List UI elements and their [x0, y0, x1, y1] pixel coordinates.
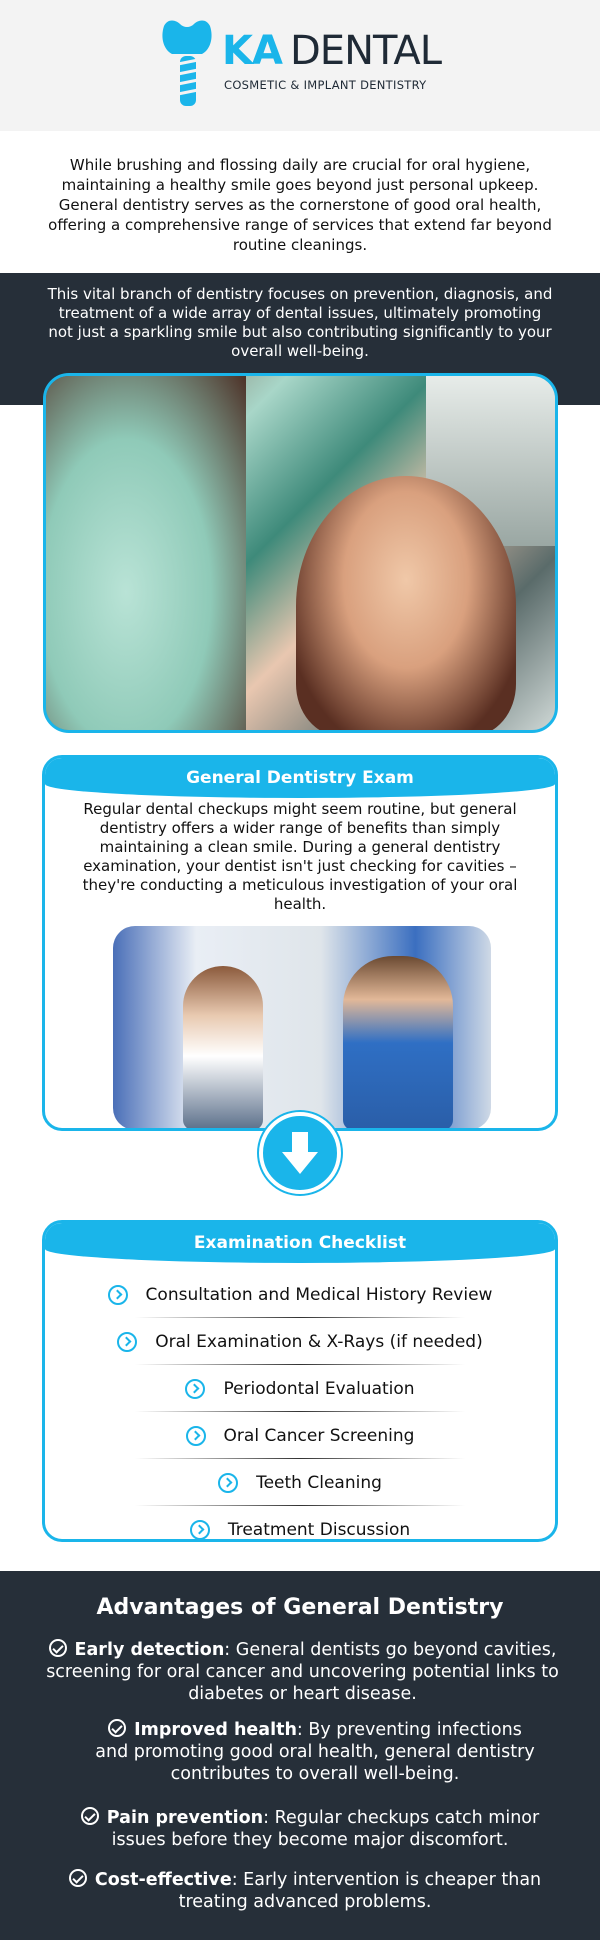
- exam-consultation-photo: [113, 926, 491, 1130]
- exam-card-text: Regular dental checkups might seem routine, but general dentistry offers a wider range of benefits than simply maintaining a clean smile. During a general dentistry examination, your dentist isn't just checking for cavities – they're conducting a meticulous investigation of your oral health.: [82, 800, 518, 913]
- exam-card-title: General Dentistry Exam: [45, 758, 555, 798]
- checklist-item-label: Oral Examination & X-Rays (if needed): [155, 1331, 483, 1352]
- chevron-right-icon: [190, 1520, 210, 1540]
- advantage-term: Pain prevention: [106, 1808, 264, 1828]
- advantage-item: [60, 1869, 550, 1913]
- checklist-item-label: Oral Cancer Screening: [223, 1425, 415, 1446]
- advantage-item: [30, 1639, 575, 1705]
- check-circle-icon: [108, 1719, 126, 1737]
- chevron-right-icon: [186, 1426, 206, 1446]
- checklist-title: Examination Checklist: [45, 1223, 555, 1263]
- down-arrow-icon: [259, 1112, 341, 1194]
- check-circle-icon: [69, 1869, 87, 1887]
- photo-dentist-figure: [343, 956, 453, 1130]
- chevron-right-icon: [117, 1332, 137, 1352]
- advantages-title: Advantages of General Dentistry: [96, 1595, 504, 1620]
- checklist-card: [42, 1220, 558, 1542]
- advantage-term: Cost-effective: [94, 1870, 232, 1890]
- advantage-term: Improved health: [134, 1720, 297, 1740]
- brand-name-dental: DENTAL: [290, 28, 441, 74]
- exam-card: [42, 755, 558, 1131]
- dentist-patient-photo: [43, 373, 558, 733]
- header: [0, 0, 600, 131]
- photo-patient-figure: [296, 476, 516, 733]
- advantage-text: : Regular checkups catch minor issues before they become major discomfort.: [111, 1808, 540, 1850]
- advantage-term: Early detection: [74, 1640, 225, 1660]
- list-item: [45, 1318, 555, 1365]
- list-item: [45, 1271, 555, 1318]
- advantage-item: [90, 1719, 540, 1785]
- checklist-item-label: Consultation and Medical History Review: [145, 1284, 493, 1305]
- list-item: [45, 1365, 555, 1412]
- checklist-item-label: Treatment Discussion: [227, 1519, 411, 1540]
- dark-band-paragraph: This vital branch of dentistry focuses on prevention, diagnosis, and treatment of a wide array of dental issues, ultimately promoting not just a sparkling smile but also contributing significantly to your overall well-being.: [47, 285, 553, 360]
- advantage-item: [70, 1807, 550, 1851]
- check-circle-icon: [81, 1807, 99, 1825]
- chevron-right-icon: [185, 1379, 205, 1399]
- advantage-text: : By preventing infections and promoting good oral health, general dentistry contributes to overall well-being.: [95, 1720, 535, 1784]
- photo-patient-figure: [183, 966, 263, 1130]
- chevron-right-icon: [108, 1285, 128, 1305]
- advantages-section: [0, 1571, 600, 1940]
- brand-tagline: COSMETIC & IMPLANT DENTISTRY: [224, 78, 427, 92]
- tooth-implant-icon: [158, 18, 216, 110]
- list-item: [45, 1459, 555, 1506]
- advantage-text: : General dentists go beyond cavities, screening for oral cancer and uncovering potential links to diabetes or heart disease.: [46, 1640, 559, 1704]
- photo-dentist-figure: [46, 376, 246, 733]
- checklist-list: [45, 1271, 555, 1542]
- checklist-item-label: Periodontal Evaluation: [223, 1378, 415, 1399]
- check-circle-icon: [49, 1639, 67, 1657]
- advantage-text: : Early intervention is cheaper than treating advanced problems.: [178, 1870, 542, 1912]
- brand-name-ka: KA: [222, 28, 282, 74]
- list-item: [45, 1412, 555, 1459]
- checklist-item-label: Teeth Cleaning: [256, 1472, 382, 1493]
- intro-paragraph: While brushing and flossing daily are crucial for oral hygiene, maintaining a healthy smile goes beyond just personal upkeep. General dentistry serves as the cornerstone of good oral health, offering a comprehensive range of services that extend far beyond routine cleanings.: [48, 156, 552, 254]
- list-item: [45, 1506, 555, 1542]
- chevron-right-icon: [218, 1473, 238, 1493]
